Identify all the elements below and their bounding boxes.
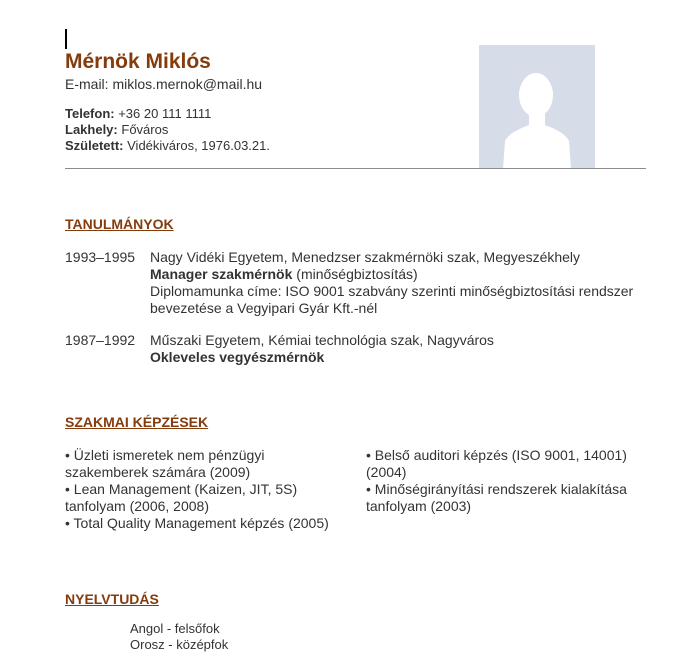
born-label: Született:	[65, 138, 124, 153]
training-section-title: SZAKMAI KÉPZÉSEK	[65, 414, 209, 430]
born-row	[65, 138, 270, 154]
language-item: Angol - felsőfok	[130, 621, 220, 636]
email-label: E-mail:	[65, 76, 109, 92]
candidate-name: Mérnök Miklós	[65, 50, 211, 73]
training-item: • Total Quality Management képzés (2005)	[65, 515, 329, 531]
residence-row	[65, 122, 270, 138]
email-value: miklos.mernok@mail.hu	[112, 76, 263, 92]
residence-label: Lakhely:	[65, 122, 118, 137]
header-divider	[65, 168, 646, 169]
contact-details	[65, 106, 270, 154]
text-cursor	[65, 29, 67, 49]
training-item: • Belső auditori képzés (ISO 9001, 14001) (2004)	[366, 447, 627, 480]
education-thesis-line1: Diplomamunka címe: ISO 9001 szabvány szerinti minőségbiztosítási rendszer	[150, 283, 634, 299]
education-entry	[65, 332, 646, 368]
education-degree: Manager szakmérnök	[150, 266, 293, 282]
education-institution: Nagy Vidéki Egyetem, Menedzser szakmérnöki szak, Megyeszékhely	[150, 249, 581, 265]
training-item: • Lean Management (Kaizen, JIT, 5S) tanfolyam (2006, 2008)	[65, 481, 298, 514]
born-value: Vidékiváros, 1976.03.21.	[127, 138, 270, 153]
language-item: Orosz - középfok	[130, 637, 229, 652]
education-degree-line	[150, 349, 644, 366]
phone-row	[65, 106, 270, 122]
phone-value: +36 20 111 1111	[118, 106, 212, 121]
training-item: • Üzleti ismeretek nem pénzügyi szakemberek számára (2009)	[65, 447, 265, 480]
education-degree: Okleveles vegyészmérnök	[150, 349, 325, 365]
education-entry	[65, 249, 646, 319]
training-column-left	[65, 447, 350, 532]
person-silhouette-icon	[479, 45, 595, 169]
phone-label: Telefon:	[65, 106, 115, 121]
education-institution: Műszaki Egyetem, Kémiai technológia szak, Nagyváros	[150, 332, 494, 348]
languages-list	[130, 621, 228, 653]
education-description	[150, 332, 644, 366]
residence-value: Főváros	[121, 122, 169, 137]
email-line	[65, 76, 262, 92]
education-years: 1987–1992	[65, 332, 136, 348]
education-degree-line	[150, 266, 644, 283]
education-description	[150, 249, 644, 317]
languages-section-title: NYELVTUDÁS	[65, 591, 159, 607]
education-thesis-line2: bevezetése a Vegyipari Gyár Kft.-nél	[150, 300, 378, 316]
profile-photo-placeholder	[479, 45, 595, 169]
training-column-right	[366, 447, 646, 515]
education-years: 1993–1995	[65, 249, 136, 265]
education-section-title: TANULMÁNYOK	[65, 216, 174, 232]
training-item: • Minőségirányítási rendszerek kialakítása tanfolyam (2003)	[366, 481, 627, 514]
education-degree-note: (minőségbiztosítás)	[296, 266, 418, 282]
